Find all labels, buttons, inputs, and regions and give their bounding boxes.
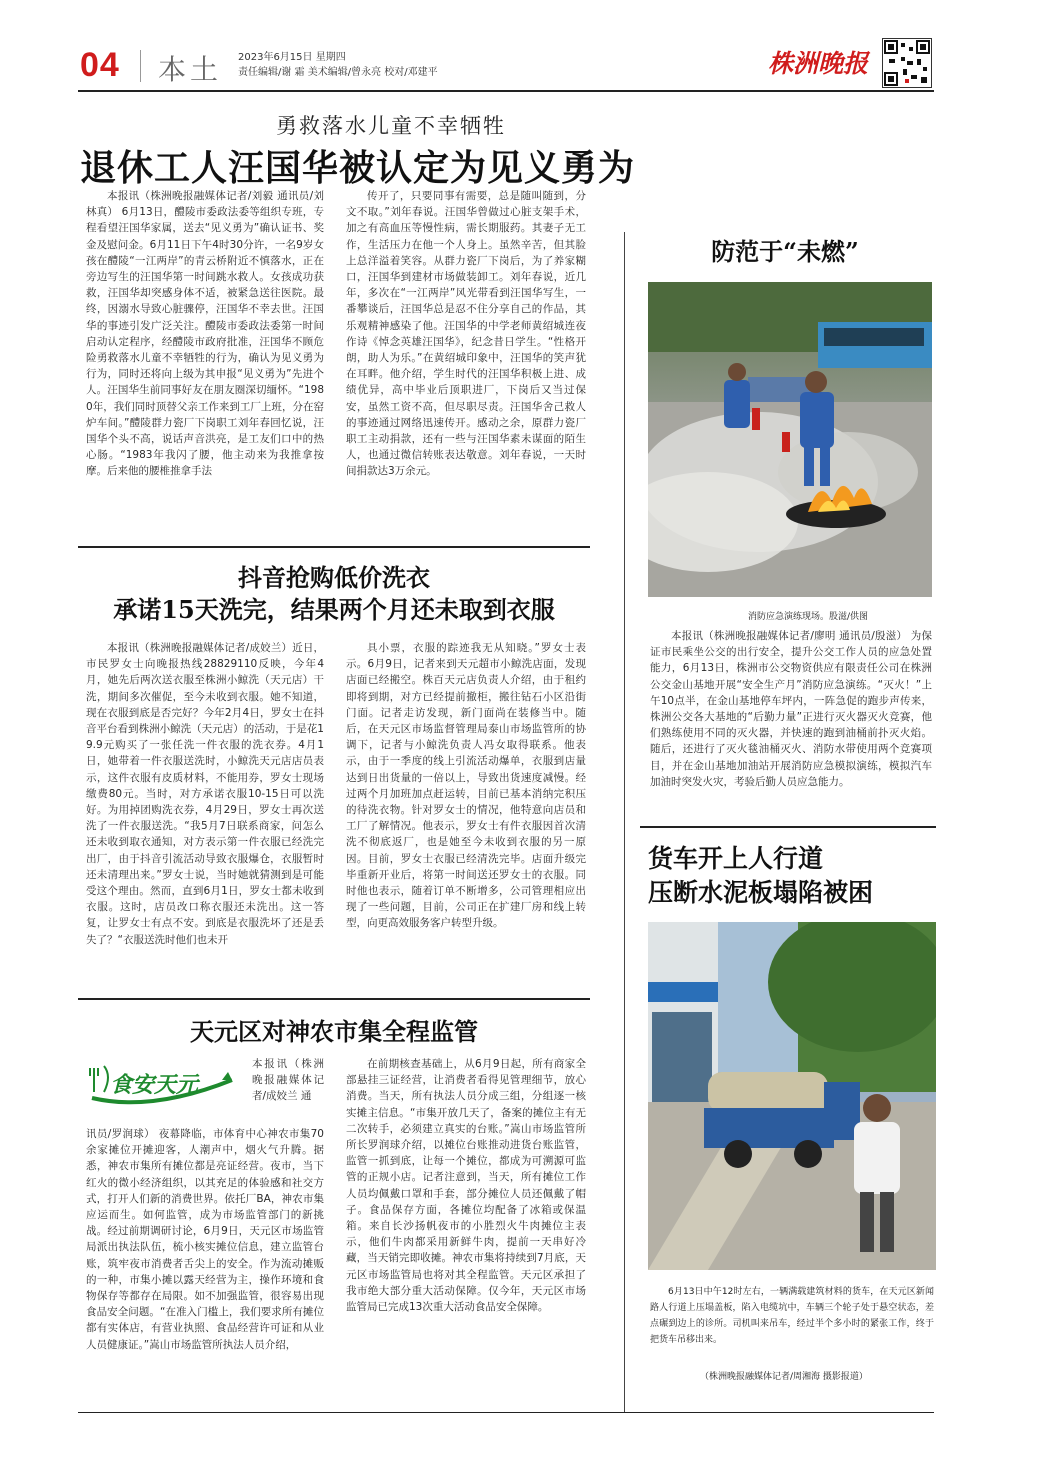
article4-photo-caption: 消防应急演练现场。股滋/供图 [748,612,869,622]
article2-headline-line2: 承诺15天洗完，结果两个月还未取到衣服 [113,595,555,624]
article1-body-col1: 本报讯（株洲晚报融媒体记者/刘毅 通讯员/刘林真） 6月13日，醴陵市委政法委等组织专班，专程看望汪国华家属，送去“见义勇为”确认证书、奖金及慰问金。6月11日下午4时30分许，一名9岁女孩在醴陵“一江两岸”的青云桥附近不慎落水，正在旁边写生的汪国华第一时间跳水救人。女孩成功获救，汪国华却突感身体不适，被紧急送往医院。最终，因溺水导致心脏骤停，汪国华不幸去世。汪国华的事迹引发广泛关注。醴陵市委政法委第一时间启动认定程序，经醴陵市政府批准，汪国华不顾危险勇救落水儿童不幸牺牲的行为，确认为见义勇为行为，同时还将向上级为其申报“见义勇为”先进个人。汪国华生前同事好友在朋友圈深切缅怀。“1980年，我们同时顶替父亲工作来到工厂上班，分在窑炉车间。”醴陵群力瓷厂下岗职工刘年春回忆说，汪国华个头不高，说话声音洪亮，是工友们口中的热心肠。“1983年我闪了腰，他主动来为我推拿按摩。后来他的腰椎推拿手法 [86,190,324,478]
divider-rule [78,998,590,1000]
article3-body-col2: 在前期核查基础上，从6月9日起，所有商家全部悬挂三证经营，让消费者看得见管理细节，放心消费。当天，所有执法人员分成三组，分组逐一核实摊主信息。“市集开放几天了，备案的摊位主有无二次转手，必须建立真实的台账。”嵩山市场监管所所长罗润球介绍，以摊位台账推动进货台账监管，监管一抓到底，让每一个摊位，都成为可溯源可监管的正规小店。记者注意到，当天，所有摊位工作人员均佩戴口罩和手套，部分摊位人员还佩戴了帽子。食品保存方面，各摊位均配备了冰箱或保温箱。来自长沙扬帆夜市的小胜烈火牛肉摊位主表示，他们牛肉都采用新鲜牛肉，提前一天串好冷藏，当天销完即收摊。神农市集将持续到7月底，天元区市场监管局也将对其全程监管。天元区承担了我市绝大部分重大活动保障。仅今年，天元区市场监管局已完成13次重大活动食品安全保障。 [346,1058,586,1314]
footer-rule [78,1412,934,1413]
article5-headline-line1: 货车开上人行道 [648,844,824,873]
editors-line: 责任编辑/谢 霜 美术编辑/曾永亮 校对/邓建平 [238,67,438,78]
food-safety-badge [82,1058,248,1112]
article2-body-col2: 具小票，衣服的踪迹我无从知晓。”罗女士表示。6月9日，记者来到天元超市小鲸洗店面，发现店面已经搬空。株百天元店负责人介绍，由于租约即将到期，对方已经提前撤柜，搬往钻石小区沿街门面。记者走访发现，新门面尚在装修当中。随后，在天元区市场监督管理局泰山市场监管所的协调下，记者与小鲸洗负责人冯女取得联系。他表示，由于一季度的线上引流活动爆单，衣服到店量达到日出货量的一倍以上，导致出货速度减慢。经过两个月加班加点赶运转，目前已基本消纳完积压的待洗衣物。针对罗女士的情况，他特意向店员和工厂了解情况。他表示，罗女士有件衣服因首次清洗不彻底返厂，也是她至今未收到衣服的另一原因。目前，罗女士衣服已经清洗完毕。店面升级完毕重新开业后，将第一时间送还罗女士的衣服。同时他也表示，随着订单不断增多，公司管理相应出现了一些问题，目前，公司正在扩建厂房和线上转型，向更高效服务客户转型升级。 [346,642,586,930]
section-name: 本土 [158,53,223,86]
article2-headline-line1: 抖音抢购低价洗衣 [238,563,430,592]
article2-headline [80,562,588,626]
column-rule [624,232,625,1412]
article5-headline [648,842,873,910]
fire-drill-photo [648,282,932,597]
date-line: 2023年6月15日 星期四 [238,52,346,63]
paper-logo: 株洲晚报 [768,49,869,78]
badge-text: 食安天元 [110,1073,199,1098]
divider-rule [640,826,936,828]
article3-body-col1-top: 本报讯（株洲晚报融媒体记者/成姣兰 通 [252,1058,324,1103]
masthead-rule [78,90,934,92]
article3-body-col1: 讯员/罗润球） 夜幕降临，市体育中心神农市集70余家摊位开摊迎客，人潮声中，烟火气升腾。据悉，神农市集所有摊位都是亮证经营。夜市，当下红火的微小经济组织，以其充足的体验感和社交方式，打开人们新的消费世界。依托厂BA，神农市集应运而生。如何监管，成为市场监管部门的新挑战。经过前期调研讨论，6月9日，天元区市场监管局派出执法队伍，梳小核实摊位信息，建立监管台账，筑牢夜市消费者舌尖上的安全。作为流动摊贩的一种，市集小摊以露天经营为主，操作环境和食物保存等都存在局限。如不加强监管，很容易出现食品安全问题。“在准入门槛上，我们要求所有摊位都有实体店，有营业执照、食品经营许可证和从业人员健康证。”嵩山市场监管所执法人员介绍， [86,1128,324,1351]
article1-kicker: 勇救落水儿童不幸牺牲 [276,114,506,138]
article1-headline: 退休工人汪国华被认定为见义勇为 [80,148,636,189]
article1-body-col2: 传开了，只要同事有需要，总是随叫随到，分文不取。”刘年春说。汪国华曾做过心脏支架手术，加之有高血压等慢性病，需长期服药。其妻子无工作，生活压力在他一个人身上。虽然辛苦，但其脸上总洋溢着笑容。从群力瓷厂下岗后，为了养家糊口，汪国华到建材市场做装卸工。刘年春说，近几年，多次在“一江两岸”风光带看到汪国华写生，一番攀谈后，汪国华总是忍不住分享自己的作品，其乐观精神感染了他。汪国华的中学老师黄绍城连夜作诗《悼念英雄汪国华》，纪念昔日学生。“性格开朗，助人为乐。”在黄绍城印象中，汪国华的笑声犹在耳畔。他介绍，学生时代的汪国华积极上进、成绩优异，高中毕业后顶职进厂，下岗后又当过保安，虽然工资不高，但尽职尽责。汪国华舍己救人的事迹通过网络迅速传开。感动之余，原群力瓷厂职工主动捐款，还有一些与汪国华素未谋面的陌生人，也通过微信转账表达敬意。刘年春说，一天时间捐款达3万余元。 [346,190,586,478]
page-number: 04 [80,46,120,84]
divider-rule [78,546,590,548]
article5-headline-line2: 压断水泥板塌陷被困 [648,878,874,907]
masthead-divider [140,50,141,82]
article2-body-col1: 本报讯（株洲晚报融媒体记者/成姣兰）近日，市民罗女士向晚报热线28829110反映，今年4月，她先后两次送衣服至株洲小鲸洗（天元店）干洗，期间多次催促，至今未收到衣服。她不知道，现在衣服到底是否完好？今年2月4日，罗女士在抖音平台看到株洲小鲸洗（天元店）的活动，于是花19.9元购买了一张任洗一件衣服的洗衣券。4月1日，她带着一件衣服送洗时，小鲸洗天元店店员表示，这件衣服有皮质材料，不能用券，罗女士现场缴费80元。当时，对方承诺衣服10-15日可以洗好。为用掉团购洗衣券，4月29日，罗女士再次送洗了一件衣服送洗。“我5月7日联系商家，问怎么还未收到取衣通知，对方表示第一件衣服已经洗完出厂，由于抖音引流活动导致衣服爆仓，衣服暂时还未清理出来。”罗女士说，当时她就猜测到是可能受这个理由。然而，直到6月1日，罗女士都未收到衣服。这时，店员改口称衣服还未洗出。这一答复，让罗女士有点不安。到底是衣服洗坏了还是丢失了？“衣服送洗时他们也未开 [86,642,324,946]
truck-photo [648,922,936,1270]
article3-headline: 天元区对神农市集全程监管 [190,1017,478,1046]
article5-credit: （株洲晚报融媒体记者/周湘海 摄影报道） [700,1372,868,1382]
article4-body: 本报讯（株洲晚报融媒体记者/廖明 通讯员/殷滋） 为保证市民乘坐公交的出行安全，提升公交工作人员的应急处置能力，6月13日，株洲市公交物资供应有限责任公司在株洲公交金山基地开展“安全生产月”消防应急演练。“灭火！”上午10点半，在金山基地停车坪内，一阵急促的跑步声传来，株洲公交各大基地的“后勤力量”正进行灭火器灭火竞赛，他们熟练使用不同的灭火器，并快速的跑到油桶前扑灭火焰。随后，还进行了灭火毯油桶灭火、消防水带使用两个竞赛项目，并在金山基地加油站开展消防应急模拟演练，模拟汽车加油时突发火灾，考验后勤人员应急能力。 [650,630,932,788]
date-editors [238,50,438,80]
article5-photo-caption: 6月13日中午12时左右，一辆满载建筑材料的货车，在天元区新闻路人行道上压塌盖板，陷入电缆坑中，车辆三个轮子处于悬空状态，差点碾到边上的诊所。司机叫来吊车，经过半个多小时的紧张工作，终于把货车吊移出来。 [650,1287,934,1345]
article4-headline: 防范于“未燃” [711,237,859,266]
qr-code-icon[interactable] [882,38,932,88]
